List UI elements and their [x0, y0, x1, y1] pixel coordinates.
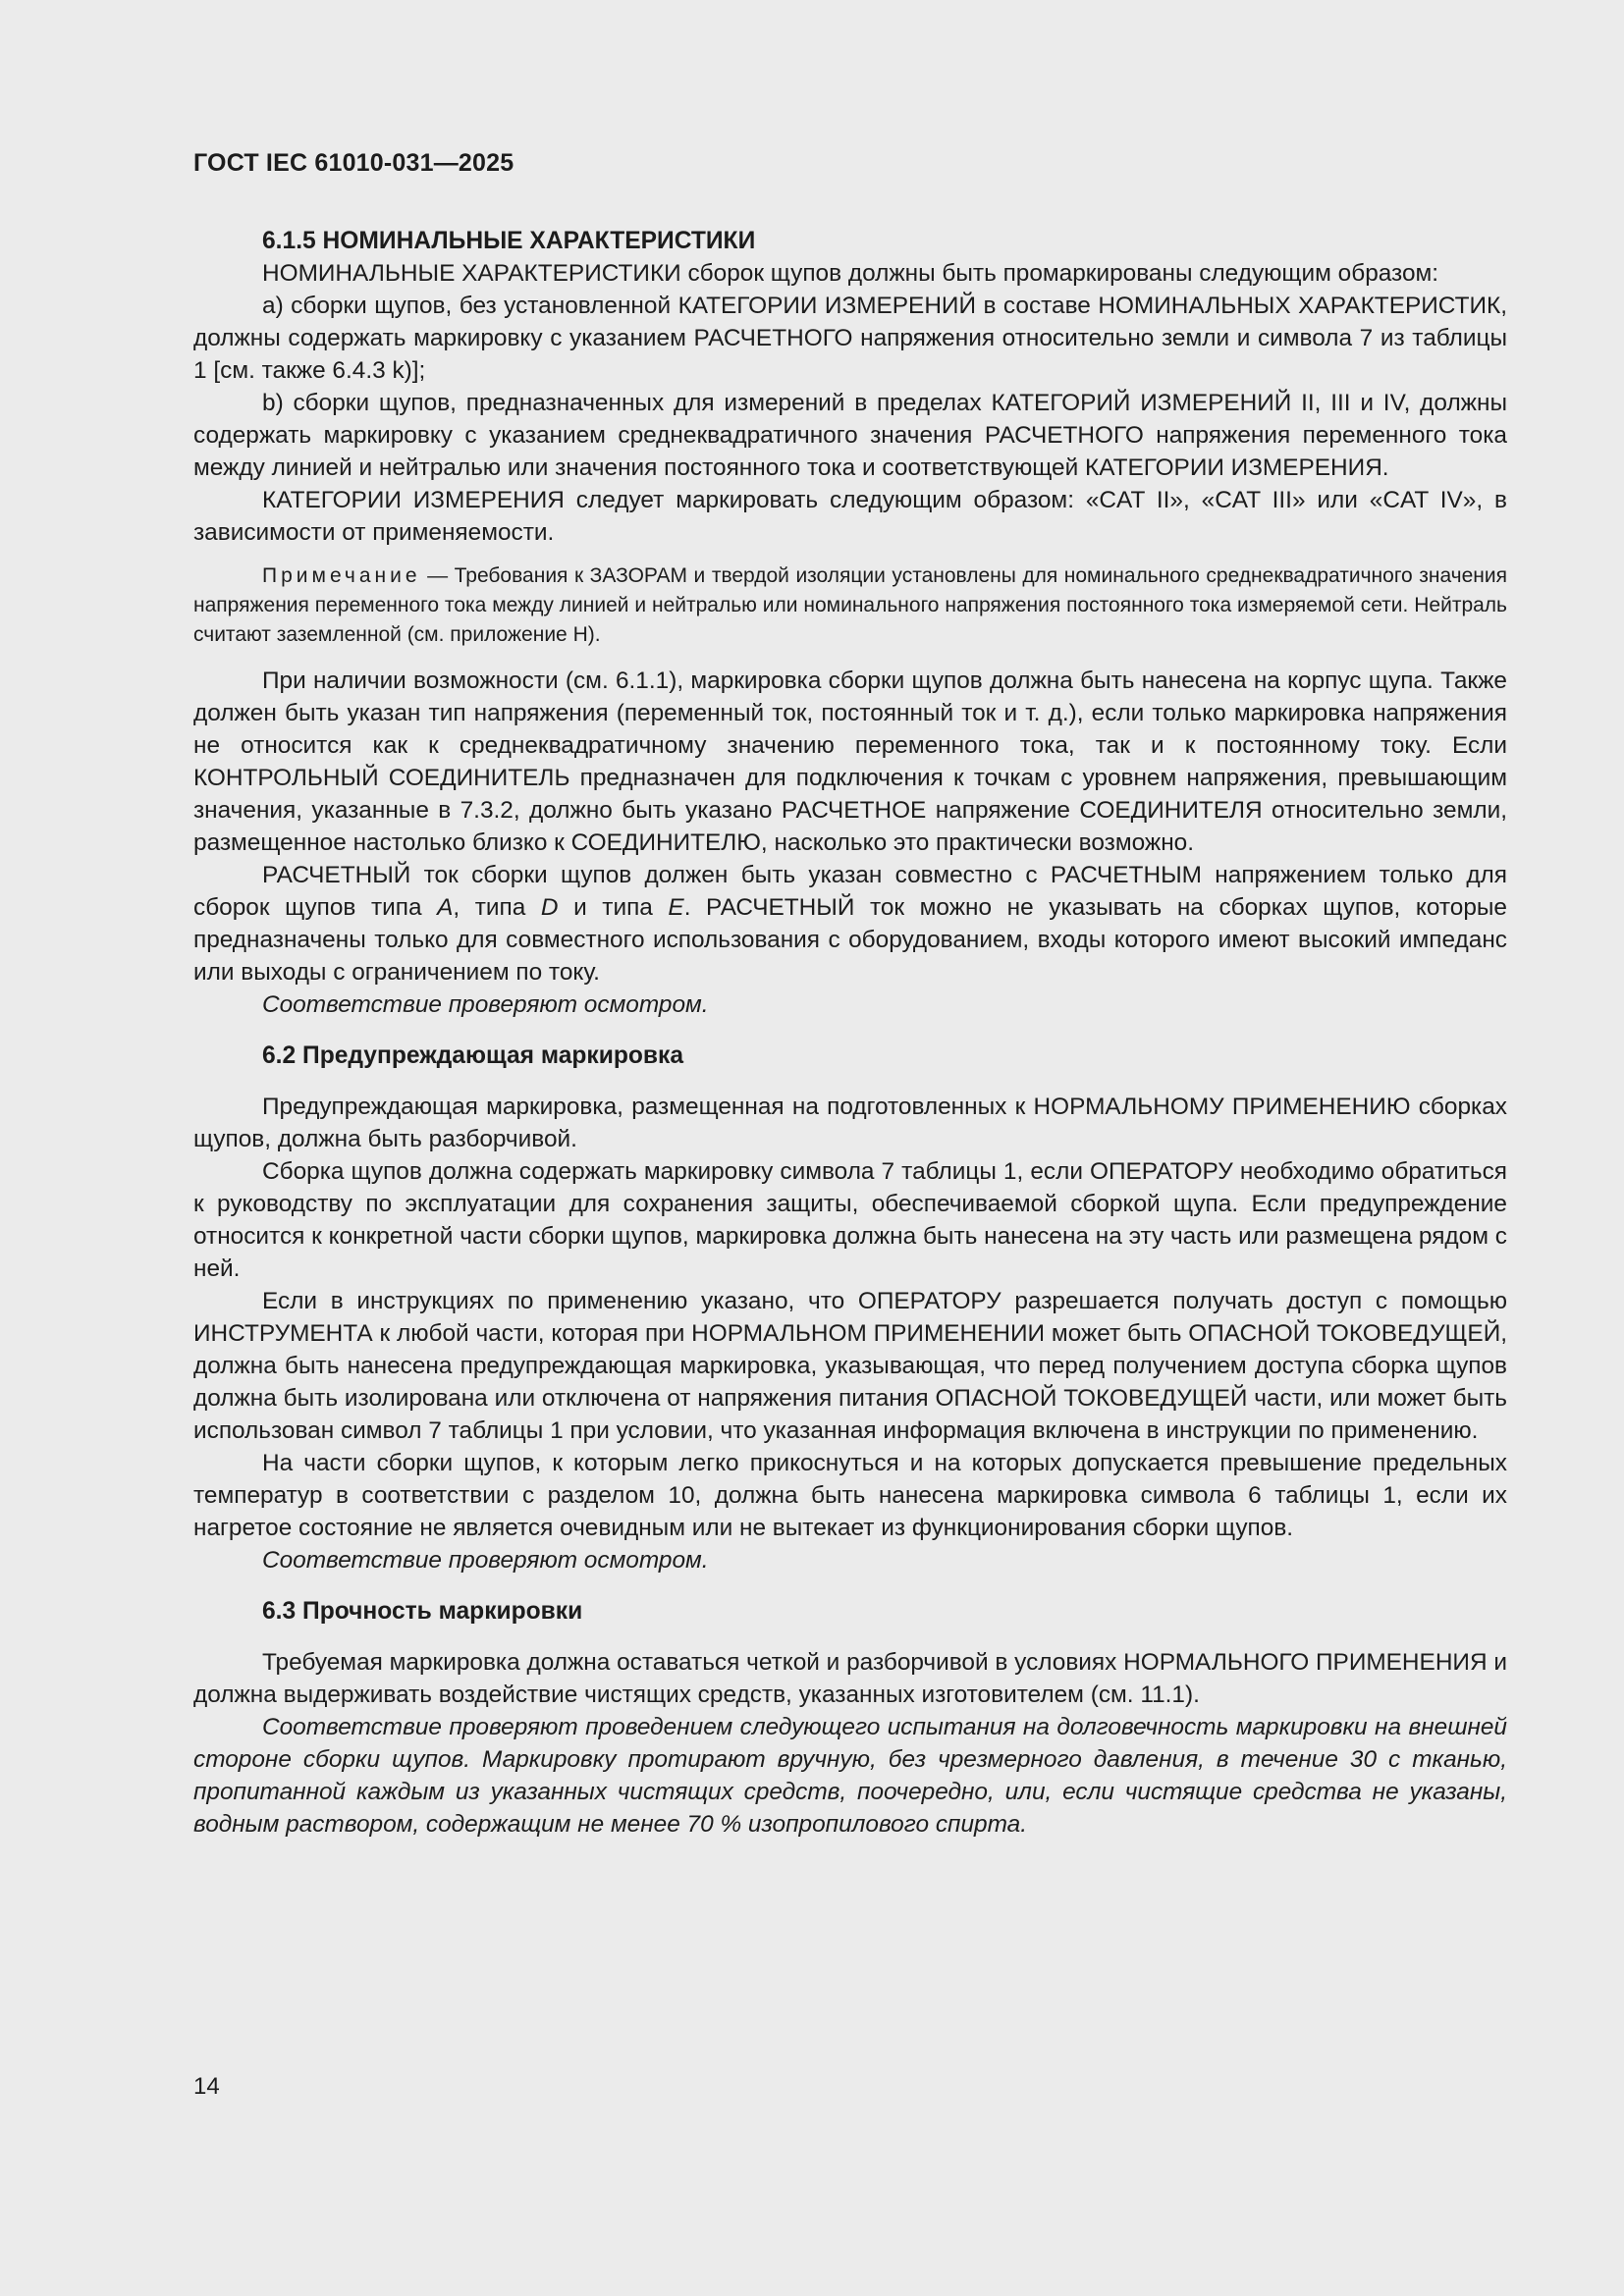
paragraph: [193, 859, 1507, 988]
paragraph: Если в инструкциях по применению указано, что ОПЕРАТОРУ разрешается получать доступ с помощью ИНСТРУМЕНТА к любой части, которая при НОРМАЛЬНОМ ПРИМЕНЕНИИ может быть ОПАСНОЙ ТОКОВЕДУЩЕЙ, должна быть нанесена предупреждающая маркировка, указывающая, что перед получением доступа сборка щупов должна быть изолирована или отключена от напряжения питания ОПАСНОЙ ТОКОВЕДУЩЕЙ части, или может быть использован символ 7 таблицы 1 при условии, что указанная информация включена в инструкции по применению.: [193, 1288, 1507, 1444]
text-run: , типа: [453, 894, 541, 921]
document-header: ГОСТ IEC 61010-031—2025: [193, 149, 514, 177]
page-number: 14: [193, 2073, 220, 2100]
section-heading-6-2: 6.2 Предупреждающая маркировка: [262, 1042, 684, 1069]
paragraph: Сборка щупов должна содержать маркировку символа 7 таблицы 1, если ОПЕРАТОРУ необходимо обратиться к руководству по эксплуатации для сохранения защиты, обеспечиваемой сборкой щупа. Если предупреждение относится к конкретной части сборки щупов, маркировка должна быть нанесена на эту часть или размещена рядом с ней.: [193, 1158, 1507, 1282]
paragraph: На части сборки щупов, к которым легко прикоснуться и на которых допускается превышение предельных температур в соответствии с разделом 10, должна быть нанесена маркировка символа 6 таблицы 1, если их нагретое состояние не является очевидным или не вытекает из функционирования сборки щупов.: [193, 1450, 1507, 1541]
paragraph: Предупреждающая маркировка, размещенная на подготовленных к НОРМАЛЬНОМУ ПРИМЕНЕНИЮ сборках щупов, должна быть разборчивой.: [193, 1094, 1507, 1152]
section-heading-6-3: 6.3 Прочность маркировки: [262, 1598, 583, 1625]
document-body: [193, 225, 1507, 1841]
compliance-statement: Соответствие проверяют осмотром.: [262, 991, 709, 1018]
list-item-a: a) сборки щупов, без установленной КАТЕГОРИИ ИЗМЕРЕНИЙ в составе НОМИНАЛЬНЫХ ХАРАКТЕРИСТИК, должны содержать маркировку с указанием РАСЧЕТНОГО напряжения относительно земли и символа 7 из таблицы 1 [см. также 6.4.3 k)];: [193, 293, 1507, 384]
note-text: — Требования к ЗАЗОРАМ и твердой изоляции установлены для номинального среднеквадратичного значения напряжения переменного тока между линией и нейтралью или номинального напряжения постоянного тока измеряемой сети. Нейтраль считают заземленной (см. приложение H).: [193, 564, 1507, 646]
text-run: и типа: [558, 894, 669, 921]
paragraph: НОМИНАЛЬНЫЕ ХАРАКТЕРИСТИКИ сборок щупов должны быть промаркированы следующим образом:: [262, 260, 1439, 287]
compliance-statement: Соответствие проверяют осмотром.: [262, 1547, 709, 1574]
text-run: РАСЧЕТНЫЙ ток сборки щупов должен быть указан совместно с РАСЧЕТНЫМ напряжением только для сборок щупов типа: [193, 862, 1507, 921]
paragraph: Требуемая маркировка должна оставаться четкой и разборчивой в условиях НОРМАЛЬНОГО ПРИМЕНЕНИЯ и должна выдерживать воздействие чистящих средств, указанных изготовителем (см. 11.1).: [193, 1649, 1507, 1708]
paragraph: При наличии возможности (см. 6.1.1), маркировка сборки щупов должна быть нанесена на корпус щупа. Также должен быть указан тип напряжения (переменный ток, постоянный ток и т. д.), если только маркировка напряжения не относится как к среднеквадратичному значению переменного тока, так и к постоянному току. Если КОНТРОЛЬНЫЙ СОЕДИНИТЕЛЬ предназначен для подключения к точкам с уровнем напряжения, превышающим значения, указанные в 7.3.2, должно быть указано РАСЧЕТНОЕ напряжение СОЕДИНИТЕЛЯ относительно земли, размещенное настолько близко к СОЕДИНИТЕЛЮ, насколько это практически возможно.: [193, 667, 1507, 856]
paragraph: КАТЕГОРИИ ИЗМЕРЕНИЯ следует маркировать следующим образом: «CAT II», «CAT III» или «CAT IV», в зависимости от применяемости.: [193, 487, 1507, 546]
section-heading-6-1-5: 6.1.5 НОМИНАЛЬНЫЕ ХАРАКТЕРИСТИКИ: [262, 228, 756, 254]
type-e: E: [668, 894, 684, 921]
text-run: . РАСЧЕТНЫЙ ток можно не указывать на сборках щупов, которые предназначены только для совместного использования с оборудованием, входы которого имеют высокий импеданс или выходы с ограничением по току.: [193, 894, 1507, 986]
type-d: D: [540, 894, 559, 921]
note-label: Примечание: [262, 564, 421, 587]
note: [193, 561, 1507, 650]
list-item-b: b) сборки щупов, предназначенных для измерений в пределах КАТЕГОРИЙ ИЗМЕРЕНИЙ II, III и IV, должны содержать маркировку с указанием среднеквадратичного значения РАСЧЕТНОГО напряжения переменного тока между линией и нейтралью или значения постоянного тока и соответствующей КАТЕГОРИИ ИЗМЕРЕНИЯ.: [193, 390, 1507, 481]
type-a: A: [437, 894, 454, 921]
compliance-test: Соответствие проверяют проведением следующего испытания на долговечность маркировки на внешней стороне сборки щупов. Маркировку протирают вручную, без чрезмерного давления, в течение 30 с тканью, пропитанной каждым из указанных чистящих средств, поочередно, или, если чистящие средства не указаны, водным раствором, содержащим не менее 70 % изопропилового спирта.: [193, 1714, 1507, 1838]
